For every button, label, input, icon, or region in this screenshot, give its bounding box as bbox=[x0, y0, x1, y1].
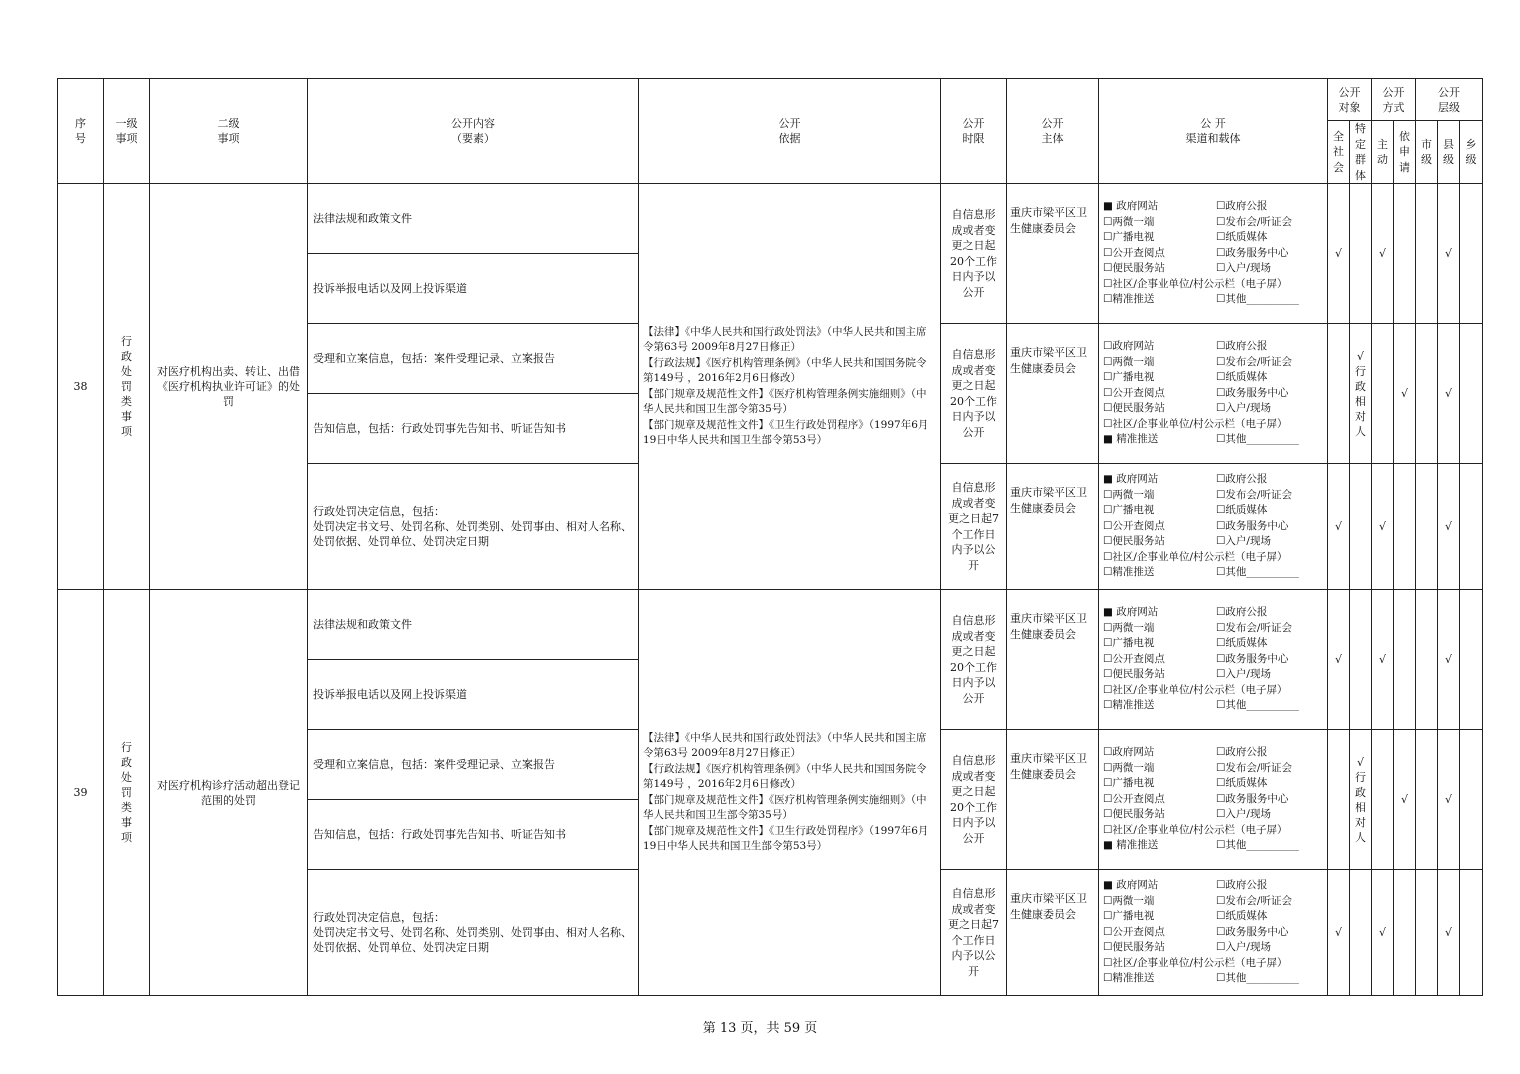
channel-option: ☐发布会/听证会 bbox=[1216, 761, 1292, 774]
mark-on-request bbox=[1394, 870, 1416, 996]
header-channel: 公 开 渠道和载体 bbox=[1099, 79, 1328, 184]
channel-option: ☐两微一端 bbox=[1103, 621, 1155, 634]
disclosure-subject: 重庆市梁平区卫生健康委员会 bbox=[1007, 870, 1099, 996]
channel-row bbox=[1103, 652, 1323, 668]
channel-option: ☐精准推送 bbox=[1103, 972, 1155, 985]
channel-option: ☐两微一端 bbox=[1103, 761, 1155, 774]
channel-option: ☐发布会/听证会 bbox=[1216, 215, 1292, 228]
channel-option: ☐入户/现场 bbox=[1216, 402, 1271, 415]
item-level2: 对医疗机构出卖、转让、出借《医疗机构执业许可证》的处罚 bbox=[150, 184, 308, 590]
header-city: 市 级 bbox=[1416, 121, 1438, 184]
mark-county: √ bbox=[1438, 730, 1460, 870]
disclosure-basis: 【法律】《中华人民共和国行政处罚法》（中华人民共和国主席令第63号 2009年8月27日修正） 【行政法规】《医疗机构管理条例》（中华人民共和国国务院令第149号 ，2016年2月6日修改） 【部门规章及规范性文件】《医疗机构管理条例实施细则》（中华人民共和国卫生部令第35号） 【部门规章及规范性文件】《卫生行政处罚程序》（1997年6月19日中华人民共和国卫生部令第53号） bbox=[639, 590, 941, 996]
channel-row bbox=[1103, 971, 1323, 987]
channel-row bbox=[1103, 472, 1323, 488]
channel-row bbox=[1103, 792, 1323, 808]
mark-on-request bbox=[1394, 184, 1416, 324]
mark-county: √ bbox=[1438, 184, 1460, 324]
content-element: 告知信息，包括：行政处罚事先告知书、听证告知书 bbox=[308, 394, 639, 464]
header-township: 乡 级 bbox=[1460, 121, 1483, 184]
channel-option: ☐入户/现场 bbox=[1216, 668, 1271, 681]
mark-all-society: √ bbox=[1328, 184, 1350, 324]
mark-all-society: √ bbox=[1328, 464, 1350, 590]
channel-option: ☐精准推送 bbox=[1103, 566, 1155, 579]
channel-option: ☐政府网站 bbox=[1103, 746, 1155, 759]
channel-list bbox=[1099, 730, 1328, 870]
channel-row bbox=[1103, 246, 1323, 262]
item-seq: 38 bbox=[58, 184, 104, 590]
mark-active bbox=[1372, 324, 1394, 464]
disclosure-basis: 【法律】《中华人民共和国行政处罚法》（中华人民共和国主席令第63号 2009年8月27日修正） 【行政法规】《医疗机构管理条例》（中华人民共和国国务院令第149号 ，2016年2月6日修改） 【部门规章及规范性文件】《医疗机构管理条例实施细则》（中华人民共和国卫生部令第35号） 【部门规章及规范性文件】《卫生行政处罚程序》（1997年6月19日中华人民共和国卫生部令第53号） bbox=[639, 184, 941, 590]
channel-option: ☐便民服务站 bbox=[1103, 262, 1165, 275]
channel-row bbox=[1103, 807, 1323, 823]
channel-option: ☐精准推送 bbox=[1103, 293, 1155, 306]
header-method: 公开 方式 bbox=[1372, 79, 1416, 121]
channel-option: ☐政府网站 bbox=[1103, 340, 1155, 353]
channel-option: ☐社区/企事业单位/村公示栏（电子屏） bbox=[1103, 683, 1288, 696]
channel-option: ☐纸质媒体 bbox=[1216, 231, 1268, 244]
mark-all-society: √ bbox=[1328, 590, 1350, 730]
channel-option: ☐入户/现场 bbox=[1216, 262, 1271, 275]
disclosure-table bbox=[57, 78, 1483, 996]
channel-option: ☐政府公报 bbox=[1216, 473, 1268, 486]
channel-option: ☐公开查阅点 bbox=[1103, 386, 1165, 399]
channel-option: ☐政务服务中心 bbox=[1216, 652, 1289, 665]
mark-specific-group bbox=[1350, 184, 1372, 324]
mark-specific-group bbox=[1350, 464, 1372, 590]
channel-option: ☐广播电视 bbox=[1103, 504, 1155, 517]
channel-row bbox=[1103, 667, 1323, 683]
channel-option: ☐政务服务中心 bbox=[1216, 792, 1289, 805]
content-element: 法律法规和政策文件 bbox=[308, 590, 639, 660]
channel-row bbox=[1103, 503, 1323, 519]
channel-row bbox=[1103, 894, 1323, 910]
channel-option: ☐便民服务站 bbox=[1103, 402, 1165, 415]
channel-row bbox=[1103, 605, 1323, 621]
channel-option: ☐便民服务站 bbox=[1103, 941, 1165, 954]
header-time-limit: 公开 时限 bbox=[941, 79, 1007, 184]
channel-option: ☐其他__________ bbox=[1216, 433, 1299, 446]
mark-on-request bbox=[1394, 464, 1416, 590]
channel-row bbox=[1103, 823, 1323, 839]
header-level1: 一级 事项 bbox=[104, 79, 150, 184]
channel-option: ☐发布会/听证会 bbox=[1216, 621, 1292, 634]
header-subject: 公开 主体 bbox=[1007, 79, 1099, 184]
time-limit: 自信息形 成或者变 更之日起 20个工作 日内予以 公开 bbox=[941, 590, 1007, 730]
channel-option: ☐纸质媒体 bbox=[1216, 504, 1268, 517]
channel-option: ☐社区/企事业单位/村公示栏（电子屏） bbox=[1103, 417, 1288, 430]
channel-row bbox=[1103, 519, 1323, 535]
channel-option: ■ 精准推送 bbox=[1103, 433, 1159, 446]
channel-row bbox=[1103, 432, 1323, 448]
item-level2: 对医疗机构诊疗活动超出登记范围的处罚 bbox=[150, 590, 308, 996]
channel-list bbox=[1099, 870, 1328, 996]
channel-row bbox=[1103, 776, 1323, 792]
item-level1: 行 政 处 罚 类 事 项 bbox=[104, 184, 150, 590]
header-county: 县 级 bbox=[1438, 121, 1460, 184]
mark-active bbox=[1372, 730, 1394, 870]
mark-township bbox=[1460, 324, 1483, 464]
content-element: 法律法规和政策文件 bbox=[308, 184, 639, 254]
content-element: 告知信息，包括：行政处罚事先告知书、听证告知书 bbox=[308, 800, 639, 870]
disclosure-subject: 重庆市梁平区卫生健康委员会 bbox=[1007, 590, 1099, 730]
mark-city bbox=[1416, 730, 1438, 870]
channel-option: ☐其他__________ bbox=[1216, 293, 1299, 306]
channel-option: ☐入户/现场 bbox=[1216, 535, 1271, 548]
channel-option: ☐广播电视 bbox=[1103, 371, 1155, 384]
channel-list bbox=[1099, 184, 1328, 324]
time-limit: 自信息形 成或者变 更之日起7 个工作日 内予以公 开 bbox=[941, 464, 1007, 590]
channel-row bbox=[1103, 230, 1323, 246]
channel-row bbox=[1103, 277, 1323, 293]
channel-row bbox=[1103, 621, 1323, 637]
channel-row bbox=[1103, 292, 1323, 308]
channel-row bbox=[1103, 636, 1323, 652]
channel-option: ☐公开查阅点 bbox=[1103, 652, 1165, 665]
channel-option: ☐纸质媒体 bbox=[1216, 371, 1268, 384]
channel-row bbox=[1103, 956, 1323, 972]
mark-city bbox=[1416, 870, 1438, 996]
channel-option: ☐两微一端 bbox=[1103, 355, 1155, 368]
channel-row bbox=[1103, 925, 1323, 941]
disclosure-subject: 重庆市梁平区卫生健康委员会 bbox=[1007, 324, 1099, 464]
mark-active: √ bbox=[1372, 590, 1394, 730]
mark-township bbox=[1460, 464, 1483, 590]
channel-option: ☐纸质媒体 bbox=[1216, 637, 1268, 650]
channel-option: ☐两微一端 bbox=[1103, 488, 1155, 501]
header-on-request: 依 申 请 bbox=[1394, 121, 1416, 184]
mark-township bbox=[1460, 590, 1483, 730]
header-all-society: 全 社 会 bbox=[1328, 121, 1350, 184]
channel-option: ☐发布会/听证会 bbox=[1216, 894, 1292, 907]
channel-list bbox=[1099, 590, 1328, 730]
channel-row bbox=[1103, 565, 1323, 581]
channel-option: ☐政务服务中心 bbox=[1216, 925, 1289, 938]
disclosure-subject: 重庆市梁平区卫生健康委员会 bbox=[1007, 184, 1099, 324]
channel-row bbox=[1103, 683, 1323, 699]
mark-city bbox=[1416, 464, 1438, 590]
channel-row bbox=[1103, 401, 1323, 417]
header-active: 主 动 bbox=[1372, 121, 1394, 184]
mark-city bbox=[1416, 590, 1438, 730]
channel-option: ■ 政府网站 bbox=[1103, 200, 1159, 213]
mark-active: √ bbox=[1372, 184, 1394, 324]
channel-option: ☐政务服务中心 bbox=[1216, 519, 1289, 532]
channel-option: ☐公开查阅点 bbox=[1103, 246, 1165, 259]
header-specific-group: 特 定 群 体 bbox=[1350, 121, 1372, 184]
content-element: 投诉举报电话以及网上投诉渠道 bbox=[308, 660, 639, 730]
time-limit: 自信息形 成或者变 更之日起7 个工作日 内予以公 开 bbox=[941, 870, 1007, 996]
item-seq: 39 bbox=[58, 590, 104, 996]
channel-row bbox=[1103, 550, 1323, 566]
channel-option: ☐政府公报 bbox=[1216, 606, 1268, 619]
header-level2: 二级 事项 bbox=[150, 79, 308, 184]
channel-option: ☐政务服务中心 bbox=[1216, 386, 1289, 399]
channel-option: ☐政府公报 bbox=[1216, 746, 1268, 759]
channel-row bbox=[1103, 761, 1323, 777]
channel-row bbox=[1103, 417, 1323, 433]
channel-option: ☐广播电视 bbox=[1103, 910, 1155, 923]
channel-row bbox=[1103, 339, 1323, 355]
time-limit: 自信息形 成或者变 更之日起 20个工作 日内予以 公开 bbox=[941, 730, 1007, 870]
channel-row bbox=[1103, 370, 1323, 386]
channel-option: ☐政府公报 bbox=[1216, 200, 1268, 213]
channel-option: ☐便民服务站 bbox=[1103, 808, 1165, 821]
mark-township bbox=[1460, 730, 1483, 870]
mark-township bbox=[1460, 184, 1483, 324]
mark-on-request bbox=[1394, 590, 1416, 730]
channel-option: ☐两微一端 bbox=[1103, 894, 1155, 907]
channel-row bbox=[1103, 199, 1323, 215]
channel-row bbox=[1103, 488, 1323, 504]
channel-option: ☐广播电视 bbox=[1103, 231, 1155, 244]
channel-option: ☐社区/企事业单位/村公示栏（电子屏） bbox=[1103, 550, 1288, 563]
channel-option: ☐入户/现场 bbox=[1216, 941, 1271, 954]
mark-active: √ bbox=[1372, 870, 1394, 996]
channel-option: ☐其他__________ bbox=[1216, 839, 1299, 852]
channel-option: ☐精准推送 bbox=[1103, 699, 1155, 712]
mark-all-society bbox=[1328, 324, 1350, 464]
channel-option: ☐社区/企事业单位/村公示栏（电子屏） bbox=[1103, 277, 1288, 290]
channel-option: ☐政府公报 bbox=[1216, 879, 1268, 892]
mark-specific-group: √ 行 政 相 对 人 bbox=[1350, 730, 1372, 870]
channel-row bbox=[1103, 838, 1323, 854]
mark-active: √ bbox=[1372, 464, 1394, 590]
channel-option: ☐便民服务站 bbox=[1103, 535, 1165, 548]
channel-row bbox=[1103, 698, 1323, 714]
channel-row bbox=[1103, 745, 1323, 761]
header-content: 公开内容 （要素） bbox=[308, 79, 639, 184]
channel-option: ☐其他__________ bbox=[1216, 566, 1299, 579]
channel-option: ■ 政府网站 bbox=[1103, 879, 1159, 892]
content-element: 受理和立案信息，包括：案件受理记录、立案报告 bbox=[308, 730, 639, 800]
channel-option: ☐社区/企事业单位/村公示栏（电子屏） bbox=[1103, 823, 1288, 836]
channel-row bbox=[1103, 940, 1323, 956]
mark-county: √ bbox=[1438, 324, 1460, 464]
channel-option: ☐纸质媒体 bbox=[1216, 910, 1268, 923]
mark-all-society bbox=[1328, 730, 1350, 870]
header-level: 公开 层级 bbox=[1416, 79, 1483, 121]
header-basis: 公开 依据 bbox=[639, 79, 941, 184]
mark-on-request: √ bbox=[1394, 324, 1416, 464]
channel-option: ■ 政府网站 bbox=[1103, 606, 1159, 619]
disclosure-subject: 重庆市梁平区卫生健康委员会 bbox=[1007, 730, 1099, 870]
content-element: 受理和立案信息，包括：案件受理记录、立案报告 bbox=[308, 324, 639, 394]
channel-option: ☐发布会/听证会 bbox=[1216, 488, 1292, 501]
channel-option: ☐广播电视 bbox=[1103, 637, 1155, 650]
channel-option: ☐公开查阅点 bbox=[1103, 792, 1165, 805]
disclosure-subject: 重庆市梁平区卫生健康委员会 bbox=[1007, 464, 1099, 590]
header-seq: 序 号 bbox=[58, 79, 104, 184]
mark-city bbox=[1416, 184, 1438, 324]
channel-row bbox=[1103, 386, 1323, 402]
mark-county: √ bbox=[1438, 590, 1460, 730]
table-row bbox=[58, 184, 1483, 254]
page-footer: 第 13 页，共 59 页 bbox=[702, 1021, 818, 1036]
channel-option: ☐广播电视 bbox=[1103, 777, 1155, 790]
channel-option: ■ 政府网站 bbox=[1103, 473, 1159, 486]
content-element: 投诉举报电话以及网上投诉渠道 bbox=[308, 254, 639, 324]
mark-specific-group bbox=[1350, 870, 1372, 996]
channel-option: ☐社区/企事业单位/村公示栏（电子屏） bbox=[1103, 956, 1288, 969]
channel-option: ☐公开查阅点 bbox=[1103, 925, 1165, 938]
channel-row bbox=[1103, 215, 1323, 231]
channel-row bbox=[1103, 878, 1323, 894]
content-element: 行政处罚决定信息，包括： 处罚决定书文号、处罚名称、处罚类别、处罚事由、相对人名称、处罚依据、处罚单位、处罚决定日期 bbox=[308, 870, 639, 996]
channel-list bbox=[1099, 464, 1328, 590]
mark-county: √ bbox=[1438, 464, 1460, 590]
channel-list bbox=[1099, 324, 1328, 464]
mark-all-society: √ bbox=[1328, 870, 1350, 996]
mark-township bbox=[1460, 870, 1483, 996]
mark-county: √ bbox=[1438, 870, 1460, 996]
channel-option: ☐纸质媒体 bbox=[1216, 777, 1268, 790]
channel-option: ☐其他__________ bbox=[1216, 699, 1299, 712]
channel-option: ☐政府公报 bbox=[1216, 340, 1268, 353]
mark-on-request: √ bbox=[1394, 730, 1416, 870]
channel-option: ☐便民服务站 bbox=[1103, 668, 1165, 681]
channel-row bbox=[1103, 534, 1323, 550]
channel-row bbox=[1103, 355, 1323, 371]
channel-option: ☐其他__________ bbox=[1216, 972, 1299, 985]
mark-city bbox=[1416, 324, 1438, 464]
time-limit: 自信息形 成或者变 更之日起 20个工作 日内予以 公开 bbox=[941, 324, 1007, 464]
mark-specific-group bbox=[1350, 590, 1372, 730]
channel-option: ☐两微一端 bbox=[1103, 215, 1155, 228]
content-element: 行政处罚决定信息，包括： 处罚决定书文号、处罚名称、处罚类别、处罚事由、相对人名称、处罚依据、处罚单位、处罚决定日期 bbox=[308, 464, 639, 590]
time-limit: 自信息形 成或者变 更之日起 20个工作 日内予以 公开 bbox=[941, 184, 1007, 324]
channel-option: ■ 精准推送 bbox=[1103, 839, 1159, 852]
channel-option: ☐入户/现场 bbox=[1216, 808, 1271, 821]
mark-specific-group: √ 行 政 相 对 人 bbox=[1350, 324, 1372, 464]
channel-option: ☐发布会/听证会 bbox=[1216, 355, 1292, 368]
channel-row bbox=[1103, 261, 1323, 277]
table-row bbox=[58, 590, 1483, 660]
channel-option: ☐政务服务中心 bbox=[1216, 246, 1289, 259]
channel-option: ☐公开查阅点 bbox=[1103, 519, 1165, 532]
header-target: 公开 对象 bbox=[1328, 79, 1372, 121]
item-level1: 行 政 处 罚 类 事 项 bbox=[104, 590, 150, 996]
channel-row bbox=[1103, 909, 1323, 925]
